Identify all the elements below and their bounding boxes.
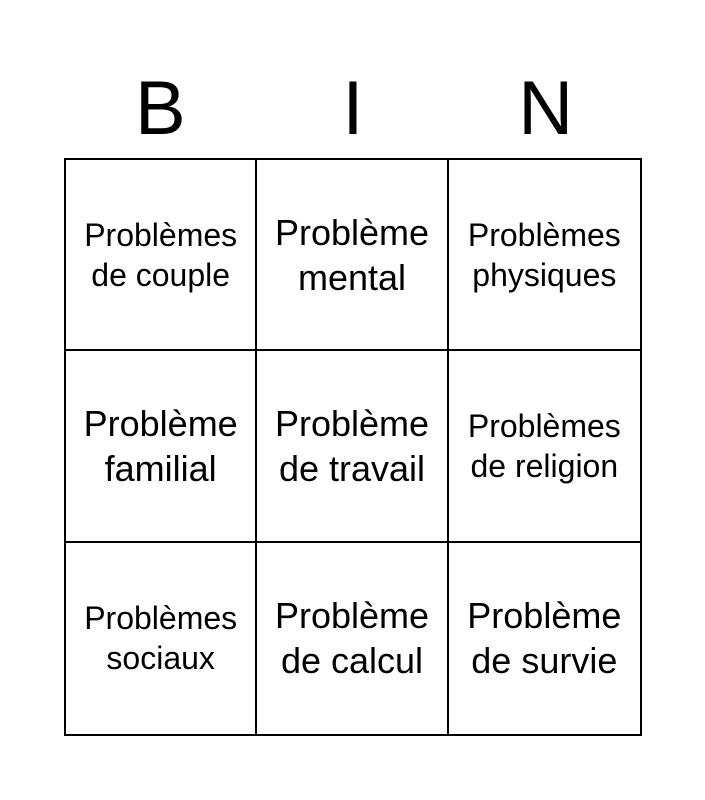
bingo-cell[interactable]: Problèmes sociaux [66, 543, 257, 734]
bingo-cell[interactable]: Problème de calcul [257, 543, 448, 734]
bingo-cell[interactable]: Problèmes de religion [449, 351, 640, 542]
header-letter-b: B [134, 66, 186, 151]
header-letter-n: N [518, 66, 574, 151]
bingo-cell[interactable]: Problème de survie [467, 595, 622, 682]
bingo-header [64, 68, 642, 150]
bingo-cell[interactable]: Problème familial [66, 351, 257, 542]
header-letter-i: I [342, 66, 364, 151]
bingo-cell[interactable]: Problème de travail [257, 351, 448, 542]
bingo-cell[interactable]: Problèmes physiques [449, 160, 640, 351]
bingo-cell[interactable]: Problème mental [257, 160, 448, 351]
bingo-board [64, 158, 642, 736]
bingo-cell[interactable]: Problèmes de couple [66, 160, 257, 351]
